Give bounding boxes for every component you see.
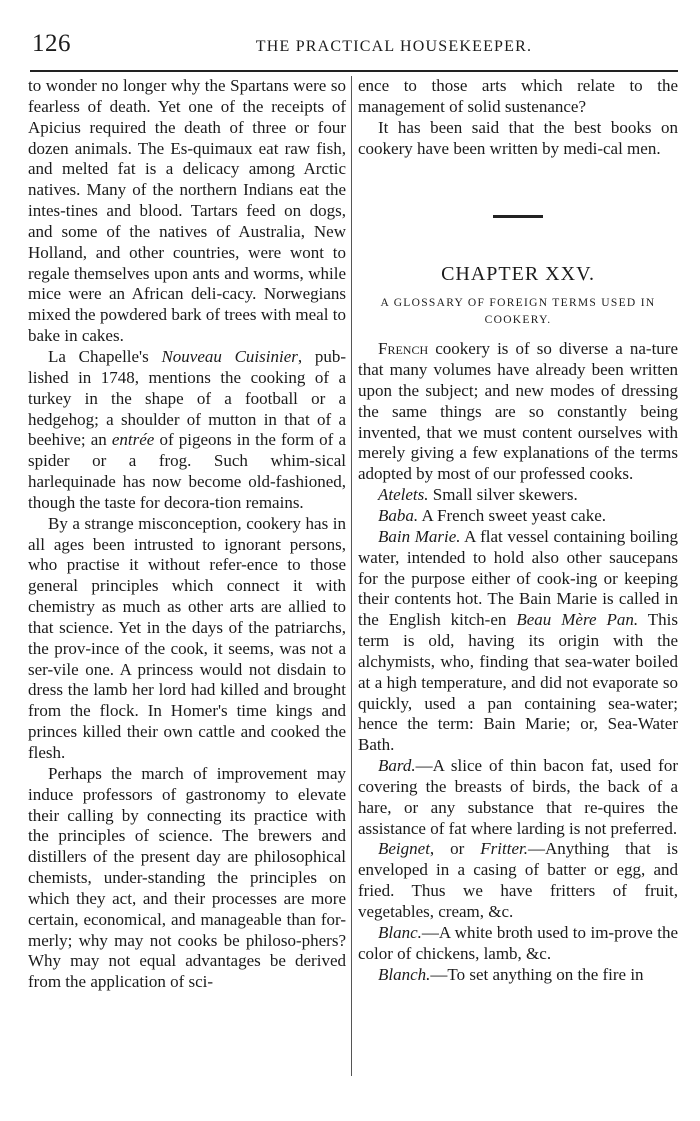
text: , pub-lished in 1748, mentions the cooking of a turkey in the shape of a football or a hedgehog; a shoulder of mutton in that of a beehive; an — [28, 346, 346, 450]
glossary-definition: —Anything that is enveloped in a casing of batter or egg, and fried. Thus we have fritters of fruit, vegetables, cream, &c. — [358, 839, 678, 921]
glossary-entry — [358, 756, 678, 839]
paragraph: By a strange misconception, cookery has in all ages been intrusted to ignorant persons, who practise it without refer-ence to those general principles which connect it with chemistry as much as other arts are allied to that science. Yet in the days of the patriarchs, the prov-ince of the cook, it seems, was not a ser-vile one. A princess would not disdain to dress the lamb her lord had killed and brought from the flock. In Homer's time kings and princes killed their own cattle and cooked the flesh. — [28, 513, 346, 762]
glossary-definition: A French sweet yeast cake. — [418, 505, 607, 525]
glossary-term: Beignet — [378, 839, 430, 859]
section-rule — [493, 215, 543, 218]
chapter-subtitle: A GLOSSARY OF FOREIGN TERMS USED IN COOKERY. — [380, 297, 656, 327]
right-column — [358, 76, 678, 985]
glossary-definition: —A white broth used to im-prove the color of chickens, lamb, &c. — [358, 922, 678, 963]
italic-term: entrée — [111, 430, 155, 450]
text: , or — [429, 839, 481, 859]
glossary-term: Bain Marie. — [378, 526, 461, 546]
page-header — [30, 30, 678, 72]
text: La Chapelle's — [48, 346, 162, 366]
running-title: THE PRACTICAL HOUSEKEEPER. — [255, 38, 533, 55]
glossary-entry — [358, 527, 678, 756]
chapter-title: CHAPTER XXV. — [441, 263, 595, 286]
glossary-term: Bard. — [378, 756, 416, 776]
left-column — [28, 76, 346, 993]
glossary-definition: Small silver skewers. — [428, 485, 578, 505]
paragraph: It has been said that the best books on cookery have been written by medi-cal men. — [358, 117, 678, 158]
glossary-definition: A flat vessel containing boiling water, intended to hold also other saucepans for the purpose either of cook-ing or keeping their contents hot. The Bain Marie is called in the English kitch-en — [358, 526, 678, 630]
page-number: 126 — [32, 30, 71, 57]
paragraph — [358, 339, 678, 485]
glossary-entry — [358, 485, 678, 506]
glossary-term: Atelets. — [378, 485, 429, 505]
glossary-term: Beau Mère Pan. — [516, 610, 639, 630]
column-divider — [351, 76, 352, 1076]
text: cookery is of so diverse a na-ture that many volumes have already been written upon the subject; and new modes of dressing the same things are so constantly being invented, that we must content ourselves with merely giving a few explanations of the terms adopted by most of our professed cooks. — [358, 339, 678, 484]
book-title: Nouveau Cuisinier — [161, 346, 298, 366]
paragraph: Perhaps the march of improvement may induce professors of gastronomy to elevate their calling by connecting its practice with the principles of science. The brewers and distillers of the present day are philosophical chemists, under-standing the principles on which they act, and their processes are more certain, economical, and manageable than for-merly; why may not cooks be philoso-phers? Why may not equal advantages be derived from the application of sci- — [28, 763, 346, 992]
glossary-term: Blanc. — [378, 922, 422, 942]
glossary-definition: —A slice of thin bacon fat, used for covering the breasts of birds, the back of a hare, or any substance that re-quires the assistance of fat where larding is not preferred. — [358, 756, 678, 838]
glossary-definition: —To set anything on the fire in — [430, 964, 644, 984]
glossary-entry — [358, 839, 678, 922]
paragraph: ence to those arts which relate to the management of solid sustenance? — [358, 76, 678, 116]
paragraph: to wonder no longer why the Spartans were so fearless of death. Yet one of the receipts of Apicius required the death of three or four dozen animals. The Es-quimaux eat raw fish, and melted fat is a delicacy among Arctic natives. Many of the northern Indians eat the intes-tines and blood. Tartars feed on dogs, and some of the natives of Australia, New Holland, and other countries, were wont to regale themselves upon ants and worms, while mice were an African deli-cacy. Norwegians mixed the powdered bark of trees with meal to bake in cakes. — [28, 76, 346, 346]
glossary-definition: This term is old, having its origin with the alchymists, who, finding that sea-water boiled at a high temperature, and did not evaporate so quickly, used a pan containing sea-water; hence the term: Bain Marie; or, Sea-Water Bath. — [358, 610, 678, 755]
glossary-entry — [358, 923, 678, 965]
glossary-entry — [358, 506, 678, 527]
glossary-entry — [358, 965, 678, 986]
text: of pigeons in the form of a spider or a frog. Such whim-sical harlequinade has now become old-fashioned, though the taste for decora-tion remains. — [28, 430, 346, 512]
drop-word: French — [378, 339, 429, 359]
glossary-term: Blanch. — [378, 964, 431, 984]
glossary-term: Fritter. — [480, 839, 528, 859]
glossary-term: Baba. — [378, 505, 419, 525]
paragraph — [28, 347, 346, 514]
